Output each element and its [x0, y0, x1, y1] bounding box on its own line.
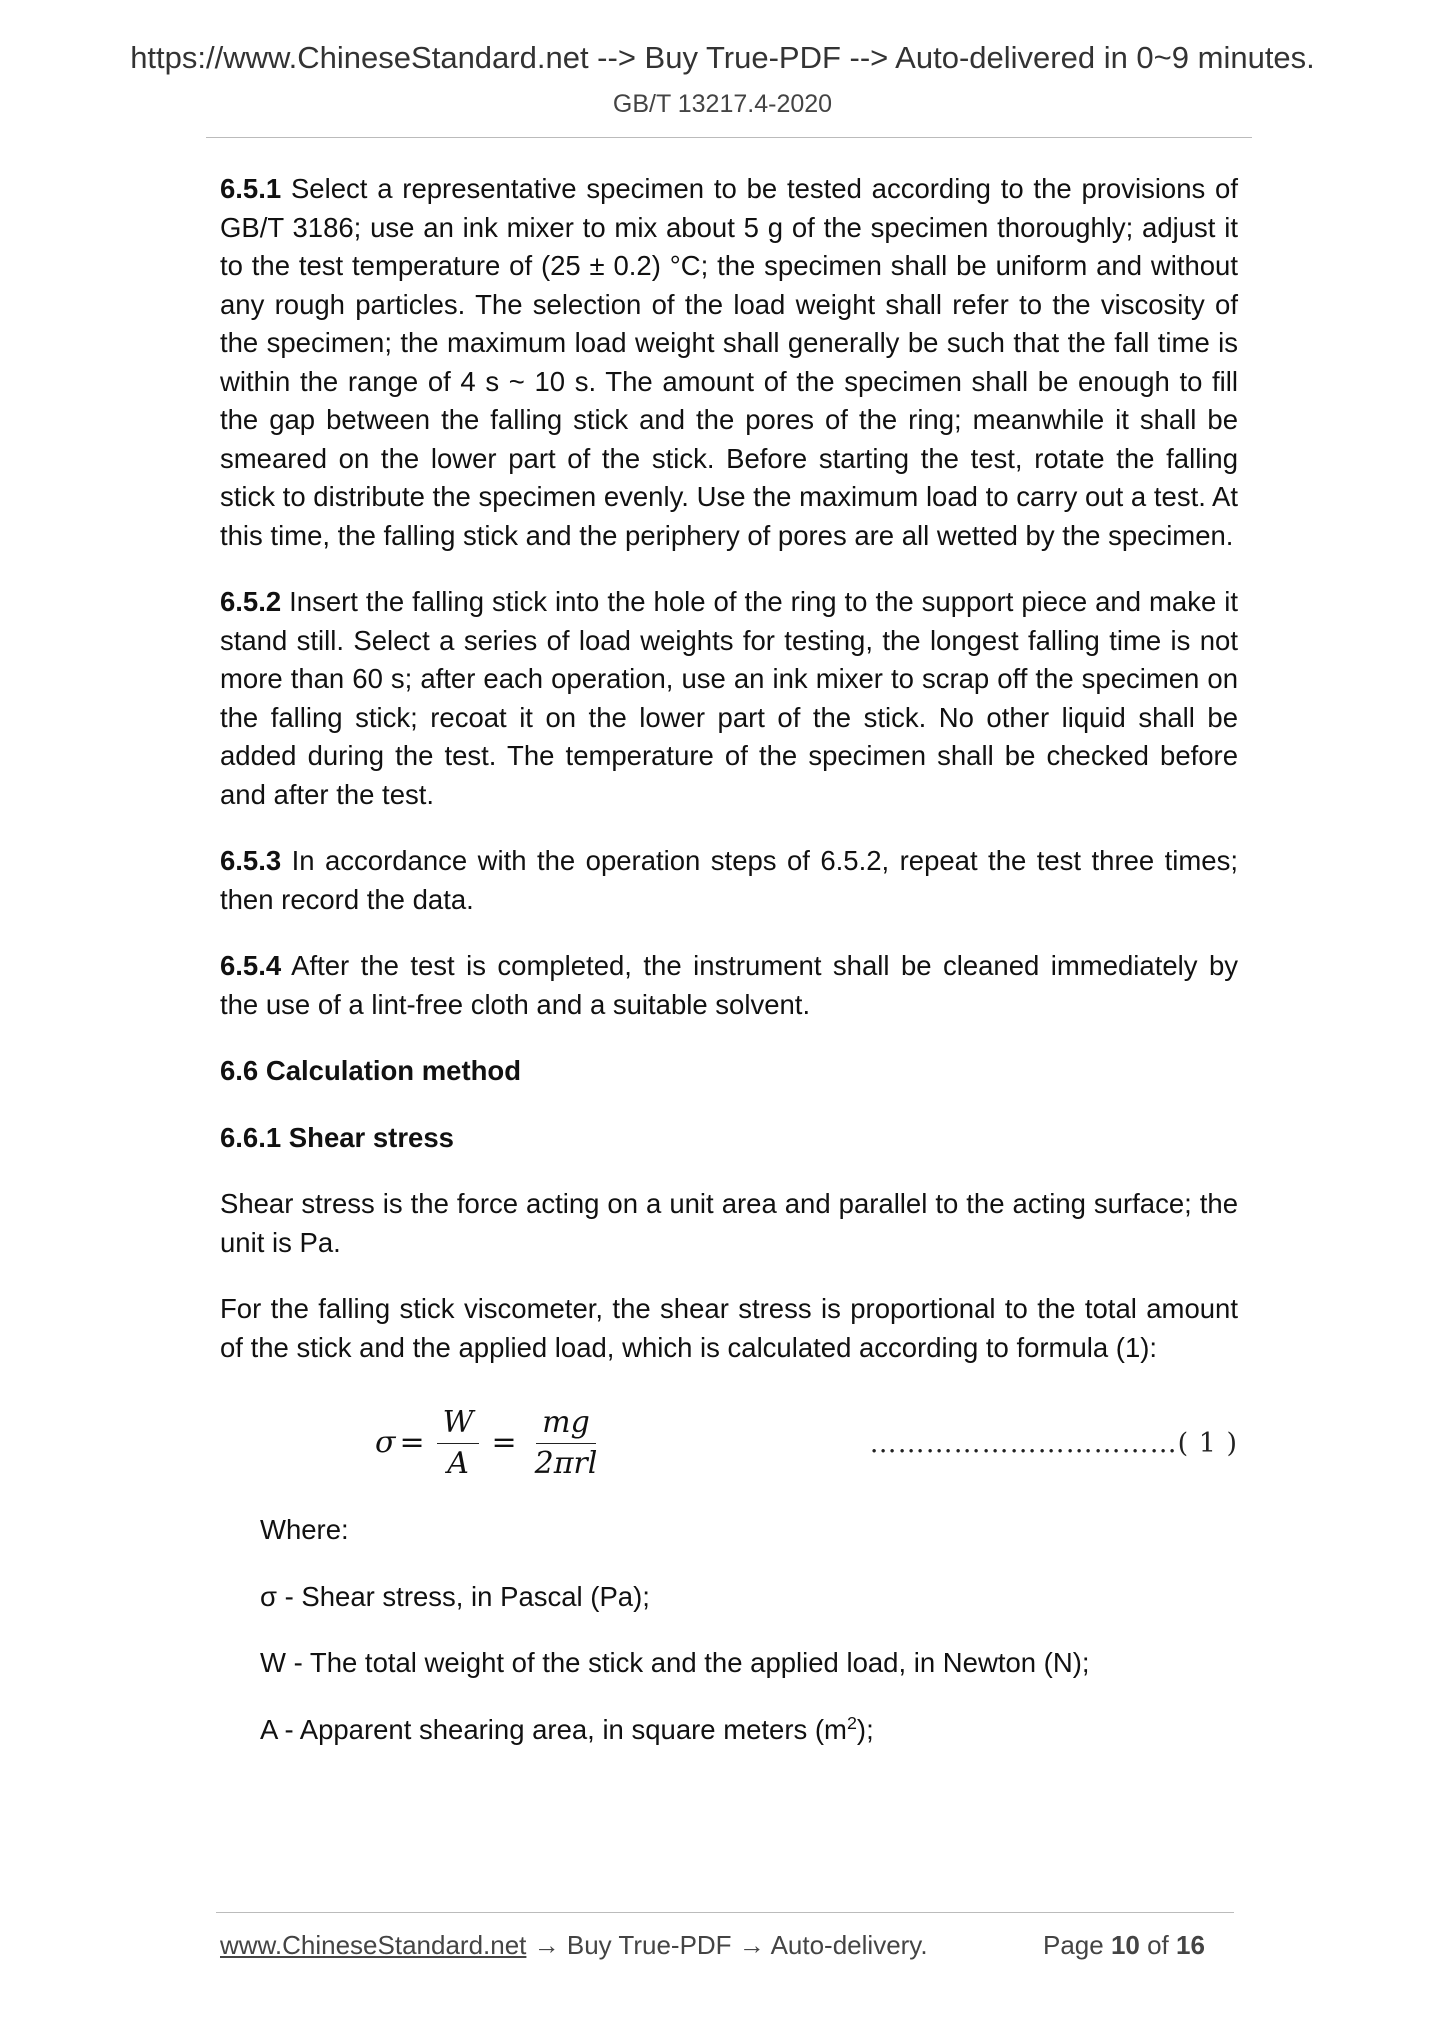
page-of: of: [1139, 1930, 1177, 1960]
formula-lhs: σ: [375, 1424, 396, 1460]
heading-6-6-1: 6.6.1 Shear stress: [220, 1121, 454, 1153]
clause-6-5-4: [220, 947, 1238, 1024]
page-label: Page: [1043, 1930, 1111, 1960]
where-block: [220, 1511, 1238, 1749]
page-content: [220, 170, 1238, 1777]
clause-text: Select a representative specimen to be tested according to the provisions of GB/T 3186; use an ink mixer to mix about 5 g of the specimen thoroughly; adjust it to the test temperature of (25 ± 0.2) °C; the specimen shall be uniform and without any rough particles. The selection of the load weight shall refer to the viscosity of the specimen; the maximum load weight shall generally be such that the fall time is within the range of 4 s ~ 10 s. The amount of the specimen shall be enough to fill the gap between the falling stick and the pores of the ring; meanwhile it shall be smeared on the lower part of the stick. Before starting the test, rotate the falling stick to distribute the specimen evenly. Use the maximum load to carry out a test. At this time, the falling stick and the periphery of pores are all wetted by the specimen.: [220, 173, 1238, 551]
formula-expression: [375, 1395, 611, 1491]
where-a-end: );: [856, 1713, 874, 1745]
footer-promo-text: → Buy True-PDF → Auto-delivery.: [526, 1930, 928, 1960]
clause-text: After the test is completed, the instrument shall be cleaned immediately by the use of a lint-free cloth and a suitable solvent.: [220, 950, 1238, 1020]
clause-6-5-1: [220, 170, 1238, 555]
where-a-text: A - Apparent shearing area, in square meters (m: [260, 1713, 847, 1745]
footer-site-link[interactable]: www.ChineseStandard.net: [220, 1930, 527, 1960]
fraction-mg-over-2pirl: [529, 1405, 604, 1482]
where-label: Where:: [260, 1514, 349, 1545]
shear-stress-definition: Shear stress is the force acting on a unit area and parallel to the acting surface; the unit is Pa.: [220, 1188, 1238, 1258]
footer-divider: [216, 1912, 1234, 1913]
heading-6-6: 6.6 Calculation method: [220, 1055, 522, 1086]
fraction-denominator: A: [447, 1445, 469, 1481]
clause-number: 6.5.1: [220, 173, 282, 204]
page-current: 10: [1110, 1930, 1140, 1960]
clause-number: 6.5.2: [220, 586, 282, 617]
clause-text: In accordance with the operation steps of 6.5.2, repeat the test three times; then record the data.: [220, 845, 1238, 915]
header-divider: [206, 137, 1252, 138]
fraction-denominator: 2πrl: [534, 1445, 598, 1481]
superscript: 2: [846, 1712, 857, 1733]
clause-number: 6.5.4: [220, 950, 282, 981]
footer-promo: [220, 1930, 928, 1961]
formula-equals: =: [491, 1424, 517, 1460]
page-number: [1043, 1930, 1205, 1961]
header-url-line: https://www.ChineseStandard.net --> Buy True-PDF --> Auto-delivered in 0~9 minutes.: [130, 40, 1315, 75]
formula-number: ……………………………( 1 ): [869, 1428, 1238, 1459]
where-w: W - The total weight of the stick and the applied load, in Newton (N);: [260, 1647, 1090, 1678]
formula-1: [220, 1395, 1238, 1491]
formula-intro: For the falling stick viscometer, the shear stress is proportional to the total amount of the stick and the applied load, which is calculated according to formula (1):: [220, 1293, 1238, 1363]
clause-6-5-3: [220, 842, 1238, 919]
clause-6-5-2: [220, 583, 1238, 814]
clause-number: 6.5.3: [220, 845, 282, 876]
where-a: [260, 1711, 1238, 1750]
where-sigma: σ - Shear stress, in Pascal (Pa);: [260, 1580, 650, 1612]
clause-text: Insert the falling stick into the hole of the ring to the support piece and make it stand still. Select a series of load weights for testing, the longest falling time is not more than 60 s; after each operation, use an ink mixer to scrap off the specimen on the falling stick; recoat it on the lower part of the stick. No other liquid shall be added during the test. The temperature of the specimen shall be checked before and after the test.: [220, 586, 1238, 810]
fraction-numerator: W: [437, 1405, 480, 1444]
formula-equals: =: [399, 1424, 425, 1460]
fraction-numerator: mg: [536, 1405, 596, 1444]
fraction-w-over-a: [437, 1405, 480, 1482]
page-total: 16: [1176, 1930, 1205, 1960]
standard-number: GB/T 13217.4-2020: [612, 90, 833, 118]
